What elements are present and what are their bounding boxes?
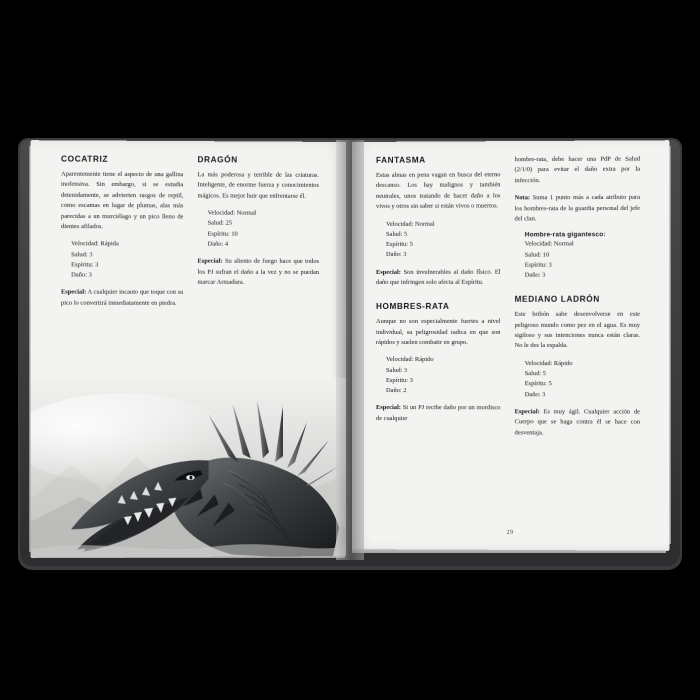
left-page (31, 140, 346, 558)
stat-line: Velocidad: Normal (386, 220, 435, 228)
right-column-1 (376, 155, 500, 445)
section-heading-hombres-rata: HOMBRES-RATA (375, 302, 450, 312)
special-label: Especial: (375, 404, 401, 412)
special-dragon (198, 257, 319, 288)
stat-line: Espíritu: 3 (386, 376, 413, 384)
special-fantasma (376, 267, 500, 288)
section-heading-mediano-ladron: MEDIANO LADRÓN (514, 294, 600, 305)
stat-line: Daño: 3 (524, 271, 546, 279)
paragraph-cocatriz: Aparentemente tiene el aspecto de una gallina inofensiva. Sin embargo, si se estudia detenidamente, se advierten rasgos de reptil, como escamas en lugar de plumas, alas más parecidas a un murciélago y un pico lleno de dientes afilados. (60, 170, 184, 231)
paragraph-fantasma: Estas almas en pena vagan en busca del eterno descanso. Los hay malignos y también neutrales, unos tratando de hacer daño a los vivos y otros sin saber si están vivos o muertos. (375, 171, 501, 211)
stat-line: Espíritu: 3 (71, 261, 99, 269)
stat-line: Daño: 3 (386, 251, 407, 259)
stat-line: Daño: 2 (386, 387, 407, 395)
right-page (352, 140, 670, 551)
dragon-head-illustration (31, 378, 346, 558)
stat-block-hombre-rata-gigantesco (525, 239, 640, 281)
special-hombres-rata (376, 403, 500, 424)
stat-line: Daño: 3 (524, 390, 546, 398)
stat-line: Velocidad: Rápida (71, 240, 119, 248)
paragraph-dragon: La más poderosa y terrible de las criaturas. Inteligente, de enorme fuerza y conocimientos mágicos. Es mejor huir que enfrentarse él. (197, 171, 319, 200)
left-column-2 (198, 155, 319, 316)
note-text: Suma 1 punto más a cada atributo para los hombres-rata de la guardia personal del jefe del clan. (514, 193, 641, 223)
paragraph-mediano-ladron: Este bribón sabe desenvolverse en este peligroso mundo como pez en el agua. Es muy sigiloso y sus intenciones nunca están claras. No le des la espalda. (514, 310, 641, 350)
left-page-columns (61, 154, 319, 315)
page-number: 29 (506, 529, 514, 536)
stat-line: Espíritu: 10 (207, 230, 238, 238)
stat-line: Espíritu: 5 (386, 240, 413, 248)
left-column-1 (61, 154, 183, 315)
stat-line: Salud: 3 (386, 366, 408, 374)
special-cocatriz (61, 288, 183, 309)
stat-line: Salud: 10 (524, 250, 550, 259)
special-text: Es muy ágil. Cualquier acción de Cuerpo que se haga contra él se hace con desventaja. (514, 408, 641, 436)
stat-line: Velocidad: Normal (207, 209, 257, 217)
right-column-2 (515, 155, 640, 446)
book-spine-gutter (336, 140, 364, 560)
section-heading-cocatriz: COCATRIZ (60, 154, 109, 164)
stat-block-hombres-rata (386, 355, 500, 396)
note-hombres-rata (515, 193, 640, 225)
special-label: Especial: (60, 288, 87, 296)
stat-block-dragon (208, 209, 319, 250)
stat-block-mediano-ladron (525, 359, 640, 400)
stat-line: Salud: 25 (207, 219, 233, 227)
right-page-columns (376, 155, 640, 446)
section-heading-dragon: DRAGÓN (197, 155, 238, 165)
subheading-hombre-rata-gigantesco: Hombre-rata gigantesco: (524, 231, 606, 239)
stat-line: Daño: 3 (71, 271, 92, 279)
special-text: Su aliento de fuego hace que todos los PJ sufran el daño a la vez y no se puedan marcar Armadura. (197, 257, 319, 286)
paragraph-hombres-rata: Aunque no son especialmente fuertes a nivel individual, su peligrosidad radica en que son rápidos y suelen combatir en grupo. (375, 318, 501, 347)
stat-line: Salud: 5 (386, 230, 408, 238)
stat-block-fantasma (386, 219, 500, 260)
note-label: Nota: (514, 194, 531, 202)
special-text: Son invulnerables al daño físico. El daño que infringen solo afecta al Espíritu. (375, 268, 501, 286)
stat-line: Velocidad: Rápido (524, 359, 573, 367)
stat-block-cocatriz (71, 239, 183, 281)
paragraph-hombres-rata-continued: hombre-rata, debe hacer una PdP de Salud (2/1/0) para evitar el daño extra por la infección. (514, 155, 641, 185)
special-mediano-ladron (515, 407, 640, 439)
stat-line: Velocidad: Rápido (386, 356, 434, 364)
stat-line: Espíritu: 3 (524, 261, 552, 269)
special-text: Si un PJ recibe daño por un mordisco de cualquier (375, 404, 501, 422)
special-label: Especial: (514, 408, 540, 416)
stat-line: Espíritu: 5 (524, 380, 552, 388)
stat-line: Velocidad: Normal (524, 240, 574, 248)
special-text: A cualquier incauto que toque con su pico lo convertirá inmediatamente en piedra. (60, 288, 184, 307)
stat-line: Salud: 5 (524, 370, 547, 378)
section-heading-fantasma: FANTASMA (375, 155, 426, 165)
special-label: Especial: (375, 268, 401, 276)
special-label: Especial: (197, 257, 223, 265)
stat-line: Salud: 3 (71, 250, 93, 258)
stat-line: Daño: 4 (207, 240, 229, 248)
